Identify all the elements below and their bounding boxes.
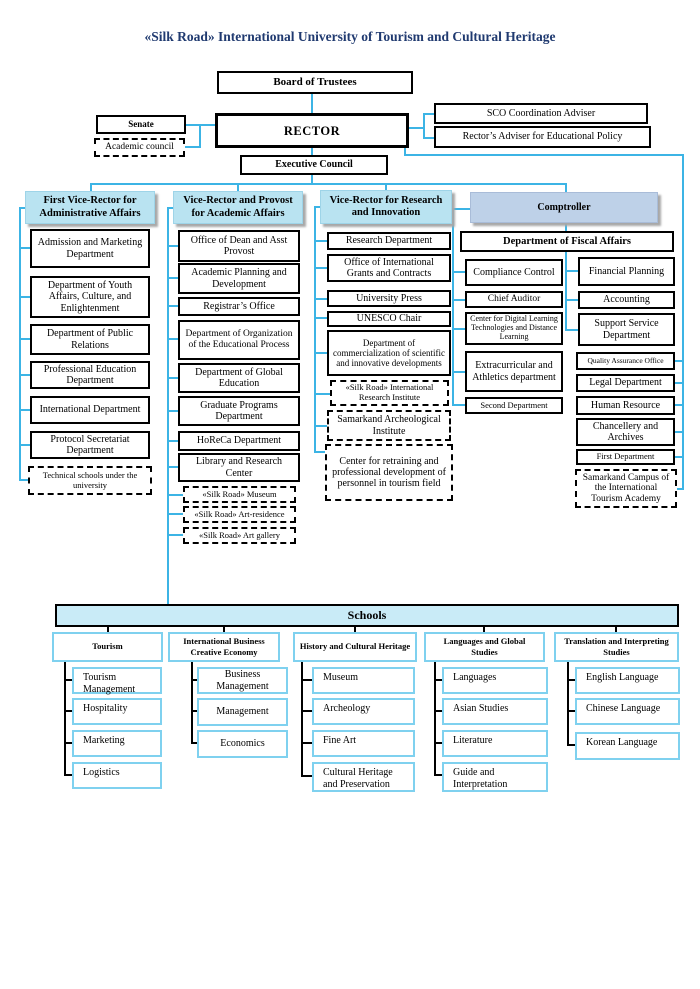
box-management: Management xyxy=(197,698,288,726)
box-rector-adviser: Rector’s Adviser for Educational Policy xyxy=(434,126,651,148)
box-tourism-management: Tourism Management xyxy=(72,667,162,694)
box-chief-auditor: Chief Auditor xyxy=(465,291,563,308)
connector xyxy=(675,456,683,458)
connector xyxy=(567,662,569,746)
connector xyxy=(434,710,442,712)
box-university-press: University Press xyxy=(327,290,451,307)
column-header-administrative: First Vice-Rector for Administrative Affairs xyxy=(25,191,155,224)
connector xyxy=(167,207,169,605)
box-horeca: HoReCa Department xyxy=(178,431,300,451)
box-research-department: Research Department xyxy=(327,232,451,250)
connector xyxy=(314,425,328,427)
page-title: «Silk Road» International University of Tourism and Cultural Heritage xyxy=(144,29,556,44)
connector xyxy=(682,154,684,490)
box-unesco-chair: UNESCO Chair xyxy=(327,311,451,327)
connector xyxy=(314,393,331,395)
box-board-of-trustees: Board of Trustees xyxy=(217,71,413,94)
box-global-education: Department of Global Education xyxy=(178,363,300,393)
box-dean-office: Office of Dean and Asst Provost xyxy=(178,230,300,262)
box-digital-learning: Center for Digital Learning Technologies and Distance Learning xyxy=(465,312,563,345)
box-accounting: Accounting xyxy=(578,291,675,309)
box-guide-interpretation: Guide and Interpretation xyxy=(442,762,548,792)
box-chancellery-archives: Chancellery and Archives xyxy=(576,418,675,446)
box-youth-affairs: Department of Youth Affairs, Culture, and Enlightenment xyxy=(30,276,150,318)
schools-bar: Schools xyxy=(55,604,679,627)
connector xyxy=(567,710,575,712)
box-grants-contracts: Office of International Grants and Contracts xyxy=(327,254,451,282)
connector xyxy=(64,679,72,681)
connector xyxy=(565,252,567,331)
connector xyxy=(567,679,575,681)
connector xyxy=(567,744,575,746)
connector xyxy=(314,352,328,354)
box-academic-council: Academic council xyxy=(94,138,185,157)
box-archeological-institute: Samarkand Archeological Institute xyxy=(327,410,451,441)
connector xyxy=(452,371,466,373)
box-senate: Senate xyxy=(96,115,186,134)
connector xyxy=(314,240,328,242)
box-fiscal-affairs: Department of Fiscal Affairs xyxy=(460,231,674,252)
connector xyxy=(565,299,579,301)
box-chinese-language: Chinese Language xyxy=(575,698,680,725)
box-educational-process: Department of Organization of the Educational Process xyxy=(178,320,300,360)
school-header-history: History and Cultural Heritage xyxy=(293,632,417,662)
box-support-service: Support Service Department xyxy=(578,313,675,346)
connector xyxy=(311,94,313,113)
box-cultural-heritage: Cultural Heritage and Preservation xyxy=(312,762,415,792)
connector xyxy=(167,513,184,515)
school-header-tourism: Tourism xyxy=(52,632,163,662)
box-academic-planning: Academic Planning and Development xyxy=(178,263,300,294)
box-international-department: International Department xyxy=(30,396,150,424)
box-professional-education: Professional Education Department xyxy=(30,361,150,389)
connector xyxy=(675,382,683,384)
box-silkroad-art-gallery: «Silk Road» Art gallery xyxy=(183,527,296,544)
connector xyxy=(167,494,184,496)
connector xyxy=(452,208,454,406)
connector xyxy=(424,113,434,115)
connector xyxy=(452,404,466,406)
connector xyxy=(199,124,201,148)
school-header-translation: Translation and Interpreting Studies xyxy=(554,632,679,662)
connector xyxy=(237,183,239,191)
connector xyxy=(314,267,328,269)
connector xyxy=(424,137,434,139)
box-marketing: Marketing xyxy=(72,730,162,757)
box-international-research-institute: «Silk Road» International Research Institute xyxy=(330,380,449,406)
box-logistics: Logistics xyxy=(72,762,162,789)
connector xyxy=(404,154,684,156)
box-sco-adviser: SCO Coordination Adviser xyxy=(434,103,648,124)
connector xyxy=(191,662,193,744)
connector xyxy=(167,534,184,536)
connector xyxy=(452,208,471,210)
connector xyxy=(434,774,442,776)
box-second-department: Second Department xyxy=(465,397,563,414)
box-economics: Economics xyxy=(197,730,288,758)
connector xyxy=(434,679,442,681)
connector xyxy=(314,298,328,300)
school-header-languages: Languages and Global Studies xyxy=(424,632,545,662)
box-extracurricular-athletics: Extracurricular and Athletics department xyxy=(465,351,563,392)
connector xyxy=(64,710,72,712)
connector xyxy=(90,183,567,185)
box-commercialization: Department of commercialization of scientific and innovative developments xyxy=(327,330,451,376)
box-silkroad-museum: «Silk Road» Museum xyxy=(183,486,296,503)
connector xyxy=(675,431,683,433)
box-business-management: Business Management xyxy=(197,667,288,694)
box-languages: Languages xyxy=(442,667,548,694)
box-english-language: English Language xyxy=(575,667,680,694)
box-fine-art: Fine Art xyxy=(312,730,415,757)
box-samarkand-campus: Samarkand Campus of the International Tourism Academy xyxy=(575,469,677,508)
box-admission-marketing: Admission and Marketing Department xyxy=(30,229,150,268)
connector xyxy=(314,206,316,453)
box-hospitality: Hospitality xyxy=(72,698,162,725)
column-header-academic: Vice-Rector and Provost for Academic Affairs xyxy=(173,191,303,224)
school-header-business: International Business Creative Economy xyxy=(168,632,280,662)
box-library-research: Library and Research Center xyxy=(178,453,300,482)
connector xyxy=(565,329,579,331)
connector xyxy=(314,317,328,319)
connector xyxy=(452,328,466,330)
box-registrar: Registrar’s Office xyxy=(178,297,300,316)
connector xyxy=(90,183,92,191)
box-literature: Literature xyxy=(442,730,548,757)
column-header-comptroller: Comptroller xyxy=(470,192,658,223)
box-compliance-control: Compliance Control xyxy=(465,259,563,286)
connector xyxy=(64,742,72,744)
connector xyxy=(452,299,466,301)
connector xyxy=(676,488,684,490)
box-protocol-secretariat: Protocol Secretariat Department xyxy=(30,431,150,459)
connector xyxy=(565,183,567,192)
box-museum: Museum xyxy=(312,667,415,694)
box-human-resource: Human Resource xyxy=(576,396,675,415)
box-korean-language: Korean Language xyxy=(575,732,680,760)
connector xyxy=(434,742,442,744)
box-archeology: Archeology xyxy=(312,698,415,725)
connector xyxy=(185,146,201,148)
connector xyxy=(301,775,312,777)
box-technical-schools: Technical schools under the university xyxy=(28,466,152,495)
box-legal-department: Legal Department xyxy=(576,374,675,392)
connector xyxy=(675,360,683,362)
connector xyxy=(301,742,312,744)
box-asian-studies: Asian Studies xyxy=(442,698,548,725)
connector xyxy=(301,710,312,712)
connector xyxy=(452,271,466,273)
box-financial-planning: Financial Planning xyxy=(578,257,675,286)
connector xyxy=(301,679,312,681)
connector xyxy=(64,774,72,776)
connector xyxy=(675,404,683,406)
box-graduate-programs: Graduate Programs Department xyxy=(178,396,300,426)
box-executive-council: Executive Council xyxy=(240,155,388,175)
box-first-department: First Department xyxy=(576,449,675,465)
box-retraining-center: Center for retraining and professional development of personnel in tourism field xyxy=(325,444,453,501)
box-silkroad-art-residence: «Silk Road» Art-residence xyxy=(183,506,296,523)
connector xyxy=(423,113,425,139)
connector xyxy=(565,270,579,272)
box-quality-assurance: Quality Assurance Office xyxy=(576,352,675,370)
box-rector: RECTOR xyxy=(215,113,409,148)
box-public-relations: Department of Public Relations xyxy=(30,324,150,355)
column-header-research: Vice-Rector for Research and Innovation xyxy=(320,190,452,224)
